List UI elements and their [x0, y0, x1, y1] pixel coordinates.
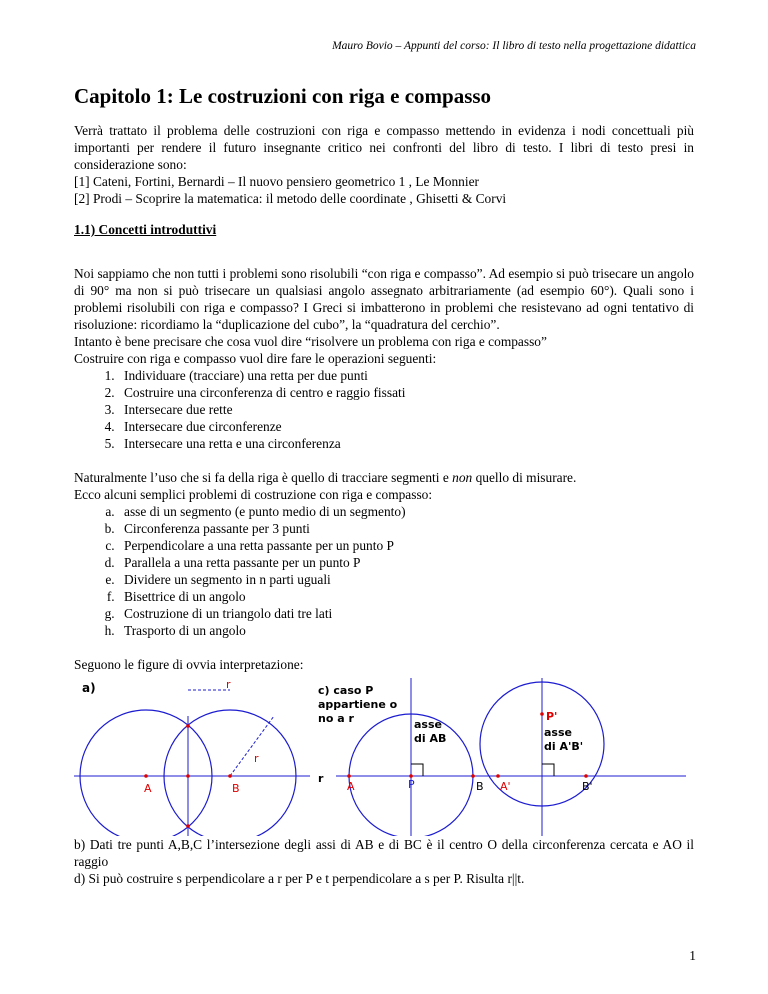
point-a2 — [496, 774, 500, 778]
paragraph-2: Intanto è bene precisare che cosa vuol dire “risolvere un problema con riga e compasso” — [74, 334, 547, 349]
point-a — [144, 774, 148, 778]
label-r: r — [226, 678, 231, 691]
list-item: d. Parallela a una retta passante per un punto P — [118, 554, 694, 571]
running-header: Mauro Bovio – Appunti del corso: Il libro di testo nella progettazione didattica — [332, 40, 696, 52]
figure-c-label-2: appartiene o — [318, 698, 398, 711]
label-a2: A' — [500, 780, 511, 793]
problems-list — [74, 503, 694, 639]
radius-r2 — [230, 716, 274, 776]
chapter-title: Capitolo 1: Le costruzioni con riga e compasso — [74, 84, 492, 108]
list-item: 1. Individuare (tracciare) una retta per due punti — [118, 367, 694, 384]
label-p2: P' — [546, 710, 558, 723]
construction-figures — [74, 676, 694, 836]
right-angle-mark — [411, 764, 423, 776]
label-b: B — [232, 782, 240, 795]
body-text — [74, 265, 694, 673]
captions — [74, 836, 694, 887]
label-asse-2: di AB — [414, 732, 447, 745]
intro-paragraph — [74, 122, 694, 207]
paragraph-5: Ecco alcuni semplici problemi di costruzione con riga e compasso: — [74, 487, 433, 502]
point-p2 — [540, 712, 544, 716]
point-b2 — [584, 774, 588, 778]
list-item: 5. Intersecare una retta e una circonferenza — [118, 435, 694, 452]
figure-a-label: a) — [82, 681, 96, 695]
list-item: f. Bisettrice di un angolo — [118, 588, 694, 605]
list-item: 4. Intersecare due circonferenze — [118, 418, 694, 435]
label-asse2-2: di A'B' — [544, 740, 584, 753]
list-item: e. Dividere un segmento in n parti uguali — [118, 571, 694, 588]
list-item: c. Perpendicolare a una retta passante per un punto P — [118, 537, 694, 554]
reference-2: [2] Prodi – Scoprire la matematica: il metodo delle coordinate , Ghisetti & Corvi — [74, 191, 507, 206]
label-a: A — [144, 782, 152, 795]
paragraph-4 — [74, 469, 694, 486]
section-heading: 1.1) Concetti introduttivi — [74, 222, 217, 237]
circle-b — [164, 710, 296, 836]
label-r2: r — [254, 752, 259, 765]
label-line-r: r — [318, 772, 324, 785]
label-b2: B' — [582, 780, 593, 793]
figures — [74, 676, 694, 836]
point-c-b — [471, 774, 475, 778]
caption-d: d) Si può costruire s perpendicolare a r per P e t perpendicolare a s per P. Risulta r||t. — [74, 871, 525, 886]
list-item: 2. Costruire una circonferenza di centro e raggio fissati — [118, 384, 694, 401]
operations-list — [74, 367, 694, 452]
circle-a — [80, 710, 212, 836]
paragraph-1: Noi sappiamo che non tutti i problemi sono risolubili “con riga e compasso”. Ad esempio si può trisecare un angolo di 90° ma non si può trisecare un qualsiasi angolo assegnato arbitrariamente (ad esempio 60°). Quali sono i problemi risolubili con riga e compasso? I Greci si imbatterono in problemi che resistevano ad ogni tentativo di risoluzione: ricordiamo la “duplicazione del cubo”, la “quadratura del cerchio”. — [74, 266, 694, 332]
midpoint — [186, 774, 190, 778]
intersection-top — [186, 724, 190, 728]
list-item: g. Costruzione di un triangolo dati tre lati — [118, 605, 694, 622]
emphasis: non — [452, 470, 473, 485]
label-asse2-1: asse — [544, 726, 572, 739]
caption-b: b) Dati tre punti A,B,C l’intersezione degli assi di AB e di BC è il centro O della circonferenza cercata e AO il raggio — [74, 837, 694, 869]
figure-c — [318, 678, 686, 836]
text-span: quello di misurare. — [472, 470, 577, 485]
figure-a — [74, 678, 310, 836]
point-b — [228, 774, 232, 778]
intro-text: Verrà trattato il problema delle costruzioni con riga e compasso mettendo in evidenza i nodi concettuali più importanti per rendere il futuro insegnante critico nei confronti del libro di testo. I libri di testo presi in considerazione sono: — [74, 123, 694, 172]
reference-1: [1] Cateni, Fortini, Bernardi – Il nuovo pensiero geometrico 1 , Le Monnier — [74, 174, 479, 189]
list-item: h. Trasporto di un angolo — [118, 622, 694, 639]
text-span: Naturalmente l’uso che si fa della riga è quello di tracciare segmenti e — [74, 470, 453, 485]
paragraph-3: Costruire con riga e compasso vuol dire fare le operazioni seguenti: — [74, 351, 437, 366]
figure-c-label-1: c) caso P — [318, 684, 374, 697]
figure-c-label-3: no a r — [318, 712, 354, 725]
page-number: 1 — [689, 948, 696, 963]
point-c-a — [347, 774, 351, 778]
list-item: a. asse di un segmento (e punto medio di un segmento) — [118, 503, 694, 520]
label-c-b: B — [476, 780, 484, 793]
label-c-a: A — [347, 780, 355, 793]
intersection-bottom — [186, 824, 190, 828]
paragraph-6: Seguono le figure di ovvia interpretazione: — [74, 657, 304, 672]
list-item: b. Circonferenza passante per 3 punti — [118, 520, 694, 537]
list-item: 3. Intersecare due rette — [118, 401, 694, 418]
label-asse-1: asse — [414, 718, 442, 731]
right-angle-mark-2 — [542, 764, 554, 776]
label-c-p: P — [408, 778, 415, 791]
